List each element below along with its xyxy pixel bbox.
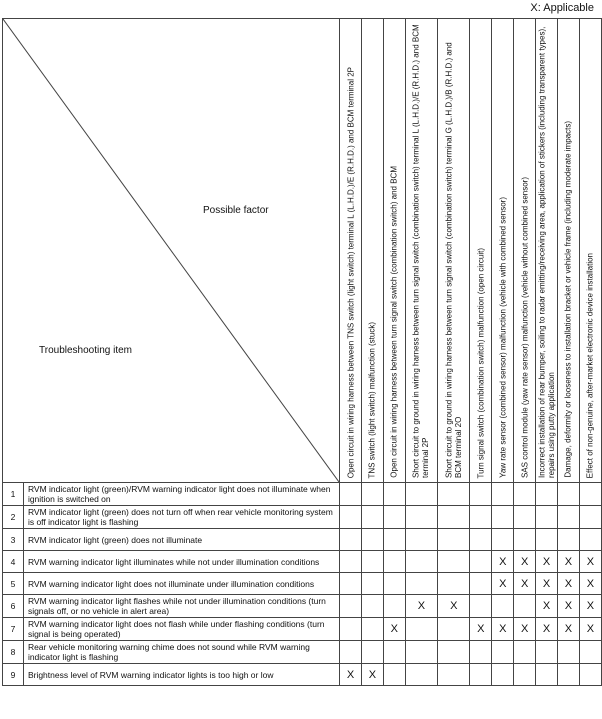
table-row (3, 595, 602, 618)
troubleshooting-item: Brightness level of RVM warning indicator lights is too high or low (23, 664, 339, 686)
table-row (3, 483, 602, 506)
factor-label: Turn signal switch (combination switch) malfunction (open circuit) (476, 247, 486, 478)
troubleshooting-item: RVM indicator light (green) does not illuminate (23, 529, 339, 551)
applicable-mark (405, 529, 437, 551)
possible-factor-label: Possible factor (203, 205, 269, 216)
applicable-mark (383, 551, 405, 573)
applicable-mark: X (514, 551, 536, 573)
applicable-mark (438, 618, 470, 641)
applicable-mark: X (405, 595, 437, 618)
applicable-mark: X (536, 573, 558, 595)
applicable-mark (470, 573, 492, 595)
factor-header (514, 19, 536, 483)
table-row (3, 664, 602, 686)
troubleshooting-item: Rear vehicle monitoring warning chime does not sound while RVM warning indicator light is flashing (23, 641, 339, 664)
row-number: 4 (3, 551, 24, 573)
troubleshooting-table (2, 18, 602, 686)
applicable-mark: X (579, 573, 601, 595)
applicable-mark (340, 618, 362, 641)
applicable-mark: X (579, 595, 601, 618)
applicable-mark (470, 664, 492, 686)
applicable-mark (405, 483, 437, 506)
applicable-mark (536, 506, 558, 529)
troubleshooting-item: RVM warning indicator light does not illuminate under illumination conditions (23, 573, 339, 595)
troubleshooting-item-label: Troubleshooting item (39, 345, 133, 356)
factor-header (405, 19, 437, 483)
legend: X: Applicable (530, 2, 594, 14)
applicable-mark (470, 595, 492, 618)
applicable-mark (470, 551, 492, 573)
applicable-mark (536, 664, 558, 686)
applicable-mark: X (492, 551, 514, 573)
applicable-mark (405, 664, 437, 686)
applicable-mark (438, 506, 470, 529)
applicable-mark: X (438, 595, 470, 618)
applicable-mark (383, 641, 405, 664)
row-number: 6 (3, 595, 24, 618)
applicable-mark: X (383, 618, 405, 641)
factor-label: Yaw rate sensor (combined sensor) malfunction (vehicle with combined sensor) (498, 197, 507, 478)
applicable-mark (492, 529, 514, 551)
applicable-mark (558, 506, 580, 529)
applicable-mark (383, 595, 405, 618)
applicable-mark (383, 664, 405, 686)
applicable-mark (579, 664, 601, 686)
applicable-mark: X (536, 551, 558, 573)
applicable-mark (492, 595, 514, 618)
applicable-mark (405, 551, 437, 573)
applicable-mark: X (470, 618, 492, 641)
applicable-mark (579, 483, 601, 506)
applicable-mark (470, 529, 492, 551)
factor-label: Open circuit in wiring harness between TNS switch (light switch) terminal L (L.H.D.)/E (R.H.D.) and BCM terminal 2P (345, 66, 355, 478)
row-number: 5 (3, 573, 24, 595)
applicable-mark (361, 618, 383, 641)
applicable-mark (340, 529, 362, 551)
applicable-mark (361, 573, 383, 595)
applicable-mark: X (579, 551, 601, 573)
applicable-mark (438, 529, 470, 551)
applicable-mark (492, 483, 514, 506)
header-row (3, 19, 602, 483)
applicable-mark (579, 506, 601, 529)
applicable-mark (492, 664, 514, 686)
factor-header (492, 19, 514, 483)
applicable-mark (340, 551, 362, 573)
applicable-mark (492, 506, 514, 529)
row-number: 3 (3, 529, 24, 551)
applicable-mark (514, 595, 536, 618)
applicable-mark: X (536, 595, 558, 618)
applicable-mark (361, 551, 383, 573)
diagonal-line (3, 19, 339, 482)
applicable-mark (340, 573, 362, 595)
factor-header (558, 19, 580, 483)
applicable-mark (361, 595, 383, 618)
table-row (3, 529, 602, 551)
applicable-mark (514, 483, 536, 506)
row-number: 2 (3, 506, 24, 529)
applicable-mark: X (492, 618, 514, 641)
applicable-mark (470, 506, 492, 529)
applicable-mark (536, 483, 558, 506)
factor-header (340, 19, 362, 483)
applicable-mark (514, 641, 536, 664)
applicable-mark: X (579, 618, 601, 641)
applicable-mark (558, 529, 580, 551)
row-number: 1 (3, 483, 24, 506)
applicable-mark (536, 529, 558, 551)
applicable-mark: X (361, 664, 383, 686)
applicable-mark (383, 483, 405, 506)
applicable-mark: X (558, 573, 580, 595)
applicable-mark: X (492, 573, 514, 595)
applicable-mark (383, 529, 405, 551)
applicable-mark (383, 506, 405, 529)
troubleshooting-item: RVM warning indicator light flashes while not under illumination conditions (turn signals off, or no vehicle in alert area) (23, 595, 339, 618)
factor-header (470, 19, 492, 483)
table-row (3, 551, 602, 573)
applicable-mark: X (514, 618, 536, 641)
factor-header (438, 19, 470, 483)
applicable-mark (438, 664, 470, 686)
applicable-mark (340, 506, 362, 529)
applicable-mark (405, 573, 437, 595)
factor-label: TNS switch (light switch) malfunction (stuck) (367, 321, 377, 478)
applicable-mark: X (558, 618, 580, 641)
applicable-mark (470, 641, 492, 664)
factor-header (536, 19, 558, 483)
applicable-mark (383, 573, 405, 595)
applicable-mark (492, 641, 514, 664)
troubleshooting-item: RVM warning indicator light does not flash while under flashing conditions (turn signal is being operated) (23, 618, 339, 641)
corner-header (3, 19, 340, 483)
applicable-mark: X (340, 664, 362, 686)
table-row (3, 641, 602, 664)
applicable-mark (438, 641, 470, 664)
applicable-mark (361, 506, 383, 529)
applicable-mark: X (536, 618, 558, 641)
applicable-mark: X (558, 595, 580, 618)
factor-label: Short circuit to ground in wiring harness between turn signal switch (combination switch) terminal L (L.H.D.)/E (R.H.D.) and BCM terminal 2P (411, 24, 431, 478)
applicable-mark (536, 641, 558, 664)
troubleshooting-item: RVM indicator light (green)/RVM warning indicator light does not illuminate when ignition is switched on (23, 483, 339, 506)
applicable-mark (558, 641, 580, 664)
troubleshooting-item: RVM warning indicator light illuminates while not under illumination conditions (23, 551, 339, 573)
row-number: 7 (3, 618, 24, 641)
applicable-mark (340, 595, 362, 618)
applicable-mark (361, 529, 383, 551)
factor-header (383, 19, 405, 483)
applicable-mark (361, 641, 383, 664)
factor-header (361, 19, 383, 483)
applicable-mark (438, 483, 470, 506)
applicable-mark (405, 506, 437, 529)
factor-label: Damage, deformity or looseness to installation bracket or vehicle frame (including moderate impacts) (563, 121, 573, 478)
table-row (3, 506, 602, 529)
applicable-mark: X (558, 551, 580, 573)
applicable-mark (558, 664, 580, 686)
applicable-mark (405, 641, 437, 664)
applicable-mark (558, 483, 580, 506)
factor-label: Incorrect installation of rear bumper, soiling to radar emitting/receiving area, application of stickers (including transparent types), repairs using putty application (537, 26, 556, 478)
applicable-mark (470, 483, 492, 506)
applicable-mark: X (514, 573, 536, 595)
troubleshooting-item: RVM indicator light (green) does not turn off when rear vehicle monitoring system is off indicator light is flashing (23, 506, 339, 529)
applicable-mark (340, 483, 362, 506)
row-number: 9 (3, 664, 24, 686)
applicable-mark (438, 573, 470, 595)
table-row (3, 573, 602, 595)
row-number: 8 (3, 641, 24, 664)
applicable-mark (514, 506, 536, 529)
applicable-mark (579, 641, 601, 664)
factor-label: SAS control module (yaw rate sensor) malfunction (vehicle without combined sensor) (519, 176, 529, 478)
factor-label: Effect of non-genuine, after-market electronic device installation (585, 252, 595, 478)
applicable-mark (579, 529, 601, 551)
applicable-mark (438, 551, 470, 573)
factor-label: Short circuit to ground in wiring harness between turn signal switch (combination switch) terminal G (L.H.D.)/B (R.H.D.) and BCM terminal 2O (444, 42, 463, 478)
applicable-mark (405, 618, 437, 641)
factor-label: Open circuit in wiring harness between turn signal switch (combination switch) and BCM (389, 166, 399, 478)
table-row (3, 618, 602, 641)
applicable-mark (514, 529, 536, 551)
applicable-mark (514, 664, 536, 686)
applicable-mark (361, 483, 383, 506)
applicable-mark (340, 641, 362, 664)
factor-header (579, 19, 601, 483)
